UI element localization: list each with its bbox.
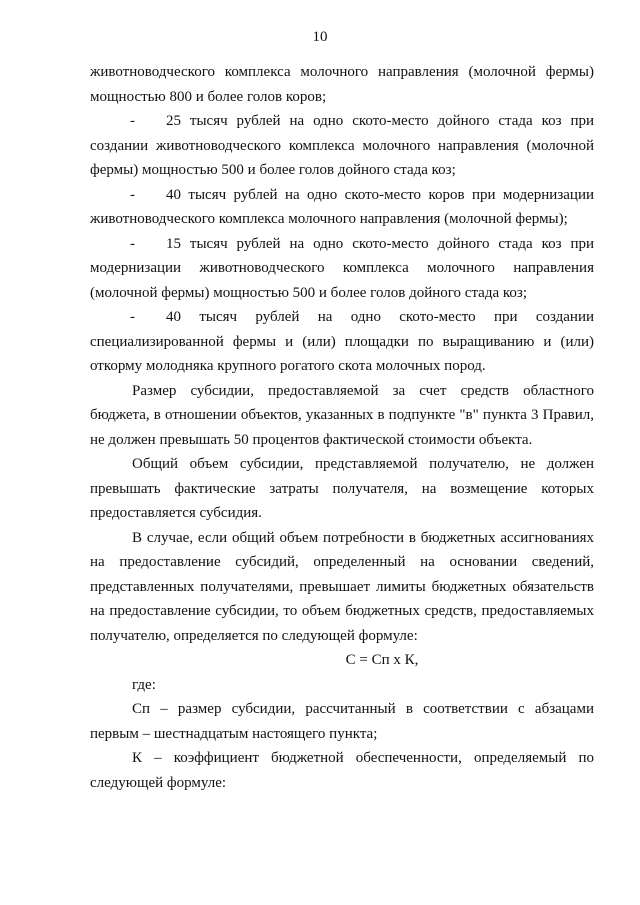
page-body	[90, 60, 594, 795]
list-item-text: 15 тысяч рублей на одно ското-место дойного стада коз при модернизации животноводческого комплекса молочного направления (молочной фермы) мощностью 500 и более голов дойного стада коз;	[90, 235, 594, 301]
paragraph-definition-sp: Сп – размер субсидии, рассчитанный в соответствии с абзацами первым – шестнадцатым настоящего пункта;	[90, 701, 594, 742]
paragraph-continuation: животноводческого комплекса молочного направления (молочной фермы) мощностью 800 и более голов коров;	[90, 64, 594, 105]
paragraph-subsidy-size: Размер субсидии, предоставляемой за счет средств областного бюджета, в отношении объектов, указанных в подпункте "в" пункта 3 Правил, не должен превышать 50 процентов фактической стоимости объекта.	[90, 382, 594, 448]
list-item-text: 40 тысяч рублей на одно ското-место при создании специализированной фермы и (или) площадки по выращиванию и (или) откорму молодняка крупного рогатого скота молочных пород.	[90, 309, 594, 374]
list-item	[90, 305, 594, 379]
page-number: 10	[312, 29, 328, 45]
list-item-text: 25 тысяч рублей на одно ското-место дойного стада коз при создании животноводческого комплекса молочного направления (молочной фермы) мощностью 500 и более голов дойного стада коз;	[90, 113, 594, 178]
paragraph-budget-limits: В случае, если общий объем потребности в бюджетных ассигнованиях на предоставление субсидий, определенный на основании сведений, представленных получателями, превышает лимиты бюджетных обязательств на предоставление субсидии, то объем бюджетных средств, предоставляемых получателю, определяется по следующей формуле:	[90, 529, 594, 644]
list-dash: -	[130, 186, 135, 203]
list-item	[90, 232, 594, 306]
list-item-text: 40 тысяч рублей на одно ското-место коров при модернизации животноводческого комплекса молочного направления (молочной фермы);	[90, 186, 594, 227]
formula: С = Сп х К,	[345, 652, 419, 668]
list-item	[90, 109, 594, 183]
paragraph-total-volume: Общий объем субсидии, представляемой получателю, не должен превышать фактические затраты получателя, на возмещение которых предоставляется субсидия.	[90, 456, 594, 521]
paragraph-where: где:	[132, 676, 156, 693]
list-dash: -	[130, 235, 135, 252]
paragraph-definition-k: К – коэффициент бюджетной обеспеченности, определяемый по следующей формуле:	[90, 750, 594, 791]
list-dash: -	[130, 113, 135, 129]
list-item	[90, 183, 594, 232]
list-dash: -	[130, 309, 135, 325]
